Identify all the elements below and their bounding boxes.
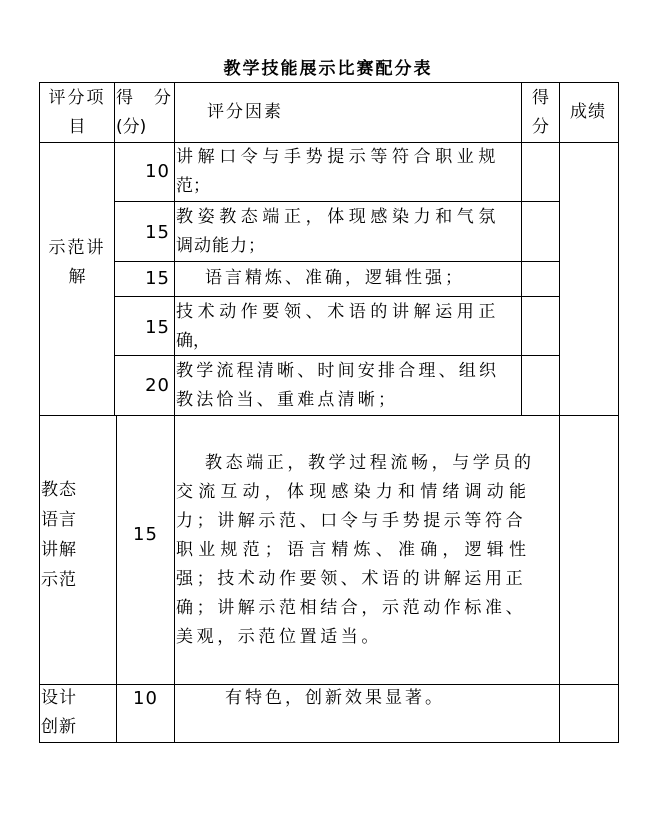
table-rule [114, 201, 560, 202]
section-manner-category-line: 语言 [41, 510, 77, 530]
table-row-factor-line2: 确， [176, 331, 210, 351]
section-manner-category-line: 示范 [41, 570, 77, 590]
table-row-score: 10 [145, 161, 170, 182]
header-category [40, 84, 114, 142]
header-factors: 评分因素 [207, 102, 283, 122]
section-design-score: 10 [133, 688, 158, 709]
section-manner-category-line: 讲解 [41, 540, 77, 560]
table-row-factor-line1: 语言精炼、准确，逻辑性强； [205, 268, 465, 288]
table-rule [114, 261, 560, 262]
table-rule [174, 82, 175, 743]
table-row-factor-line1: 教姿教态端正，体现感染力和气氛 [176, 207, 500, 227]
section-demo-category-line2: 解 [68, 267, 86, 287]
table-rule [39, 415, 619, 416]
table-rule [114, 82, 115, 415]
table-row-score: 15 [145, 268, 170, 289]
factor-line: 交流互动，体现感染力和情绪调动能 [176, 482, 532, 502]
table-rule [618, 82, 619, 743]
table-row-factor-line1: 教学流程清晰、时间安排合理、组织 [176, 361, 500, 381]
table-rule [39, 82, 619, 83]
header-grade: 成绩 [570, 102, 606, 122]
page-title: 教学技能展示比赛配分表 [223, 59, 433, 79]
factor-line: 确；讲解示范相结合，示范动作标准、 [176, 598, 527, 618]
header-category-line2: 目 [68, 117, 86, 137]
table-row-factor-line2: 教法恰当、重难点清晰； [176, 390, 399, 410]
section-design-category-line2: 创新 [41, 717, 77, 737]
factor-line: 职业规范；语言精炼、准确，逻辑性 [176, 540, 532, 560]
table-rule [39, 82, 40, 743]
table-rule [114, 296, 560, 297]
table-rule [39, 742, 619, 743]
header-score-word1: 得 [116, 88, 133, 108]
table-row-score: 20 [145, 375, 170, 396]
table-row-factor-line2: 调动能力； [176, 236, 266, 256]
table-row-score: 15 [145, 317, 170, 338]
section-demo-category [40, 234, 114, 292]
section-design-category-line1: 设计 [41, 688, 77, 708]
section-manner-score: 15 [133, 524, 158, 545]
table-rule [559, 82, 560, 743]
table-row-factor-line2: 范； [176, 176, 210, 196]
header-score-word2: 分 [154, 88, 171, 108]
factor-line: 强；技术动作要领、术语的讲解运用正 [176, 569, 527, 589]
section-demo-category-line1: 示范讲 [48, 238, 106, 258]
section-manner-category-line: 教态 [41, 480, 77, 500]
factor-line: 美观，示范位置适当。 [176, 627, 382, 647]
header-category-line1: 评分项 [48, 88, 106, 108]
factor-line: 力；讲解示范、口令与手势提示等符合 [176, 511, 527, 531]
header-got [522, 84, 559, 142]
header-score [116, 84, 174, 142]
header-got-line2: 分 [532, 117, 549, 137]
section-design-category [41, 684, 77, 742]
section-design-text: 有特色，创新效果显著。 [225, 688, 445, 708]
header-got-line1: 得 [532, 88, 549, 108]
header-score-unit: (分) [116, 117, 147, 137]
table-row-score: 15 [145, 222, 170, 243]
table-row-factor-line1: 技术动作要领、术语的讲解运用正 [176, 302, 500, 322]
factor-text: 讲解口令与手势提示等符合职业规 [176, 147, 500, 167]
factor-line: 教态端正，教学过程流畅，与学员的 [205, 453, 535, 473]
table-row-factor-line1 [176, 143, 520, 172]
